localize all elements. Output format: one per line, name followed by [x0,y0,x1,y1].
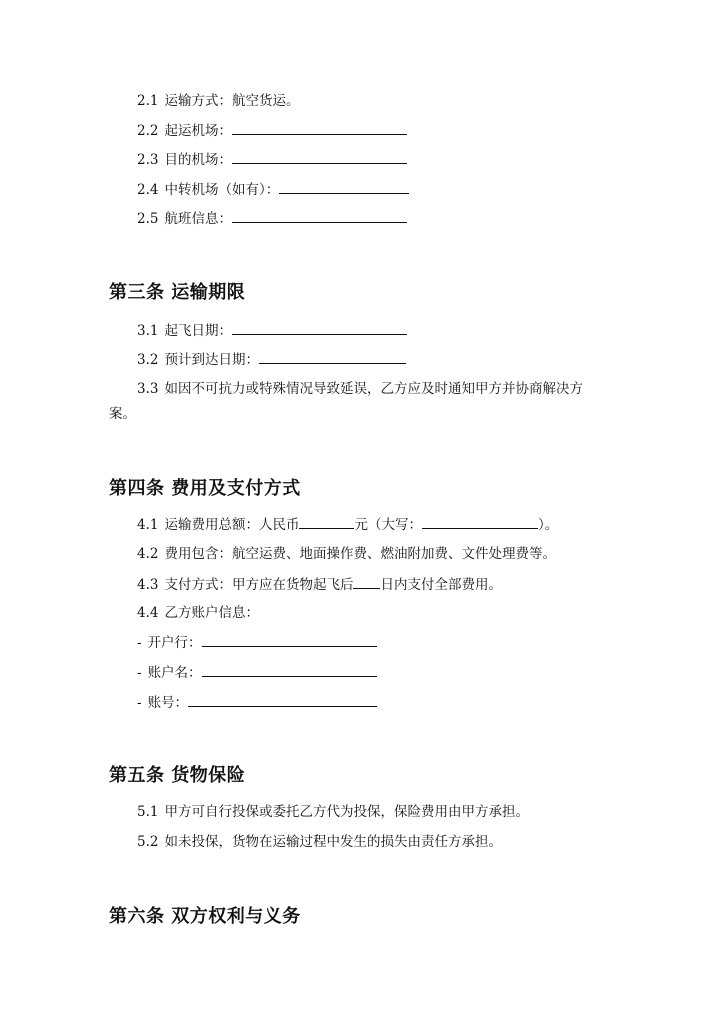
destination-airport-blank[interactable] [232,150,407,164]
section-5-heading: 第五条 货物保险 [109,765,246,786]
account-label: 开户行： [147,635,202,651]
clause-number: 2.4 [137,182,159,198]
account-name-blank[interactable] [202,663,377,677]
clause-label: 中转机场（如有）： [164,182,280,198]
clause-label: 航班信息： [164,211,232,227]
account-number-blank[interactable] [188,693,377,707]
clause-3-3 [137,380,583,398]
clause-label: 起飞日期： [164,323,232,339]
clause-2-1 [137,92,299,110]
clause-number: 4.3 [137,577,159,593]
section-4-heading: 第四条 费用及支付方式 [109,478,301,499]
clause-3-2 [137,350,406,369]
clause-number: 2.5 [137,211,159,227]
account-name [137,663,377,682]
clause-text: 如因不可抗力或特殊情况导致延误，乙方应及时通知甲方并协商解决方 [164,381,583,397]
clause-number: 2.3 [137,152,159,168]
clause-text: 甲方可自行投保或委托乙方代为投保，保险费用由甲方承担。 [164,804,529,820]
clause-text: 费用包含：航空运费、地面操作费、燃油附加费、文件处理费等。 [164,546,556,562]
payment-days-blank[interactable] [353,575,380,589]
clause-number: 2.2 [137,123,159,139]
bank-name-blank[interactable] [202,633,377,647]
flight-info-blank[interactable] [232,209,407,223]
clause-label: 目的机场： [164,152,232,168]
clause-4-2 [137,545,556,563]
clause-2-3 [137,150,407,169]
clause-2-5 [137,209,407,228]
clause-number: 3.3 [137,381,159,397]
clause-5-1 [137,803,529,821]
clause-number: 5.1 [137,804,159,820]
clause-text: 运输方式：航空货运。 [164,93,300,109]
departure-date-blank[interactable] [232,321,407,335]
clause-text: 支付方式：甲方应在货物起飞后 [164,577,354,593]
clause-number: 4.2 [137,546,159,562]
section-3-heading: 第三条 运输期限 [109,282,246,303]
clause-label: 预计到达日期： [164,352,259,368]
clause-4-1 [137,515,558,534]
list-dash: - [137,695,142,711]
clause-number: 3.1 [137,323,159,339]
clause-3-1 [137,321,407,340]
clause-number: 4.1 [137,517,159,533]
list-dash: - [137,665,142,681]
clause-text: 乙方账户信息： [164,605,259,621]
clause-3-3-continuation: 案。 [109,406,136,422]
transit-airport-blank[interactable] [279,180,409,194]
clause-text: 日内支付全部费用。 [380,577,502,593]
clause-4-3 [137,575,502,594]
clause-text: ）。 [537,517,559,533]
section-6-heading: 第六条 双方权利与义务 [109,906,301,927]
clause-text: 元（大写： [354,517,422,533]
departure-airport-blank[interactable] [232,121,407,135]
list-dash: - [137,635,142,651]
account-number [137,693,377,712]
account-label: 账户名： [147,665,202,681]
account-bank [137,633,377,652]
clause-number: 5.2 [137,834,159,850]
fee-amount-words-blank[interactable] [422,515,538,529]
account-label: 账号： [147,695,189,711]
clause-2-2 [137,121,407,140]
arrival-date-blank[interactable] [259,350,406,364]
clause-number: 2.1 [137,93,159,109]
clause-number: 4.4 [137,605,159,621]
clause-number: 3.2 [137,352,159,368]
clause-text: 运输费用总额：人民币 [164,517,300,533]
fee-amount-blank[interactable] [299,515,354,529]
clause-4-4 [137,604,259,622]
clause-2-4 [137,180,409,199]
clause-5-2 [137,833,502,851]
clause-label: 起运机场： [164,123,232,139]
clause-text: 如未投保，货物在运输过程中发生的损失由责任方承担。 [164,834,502,850]
